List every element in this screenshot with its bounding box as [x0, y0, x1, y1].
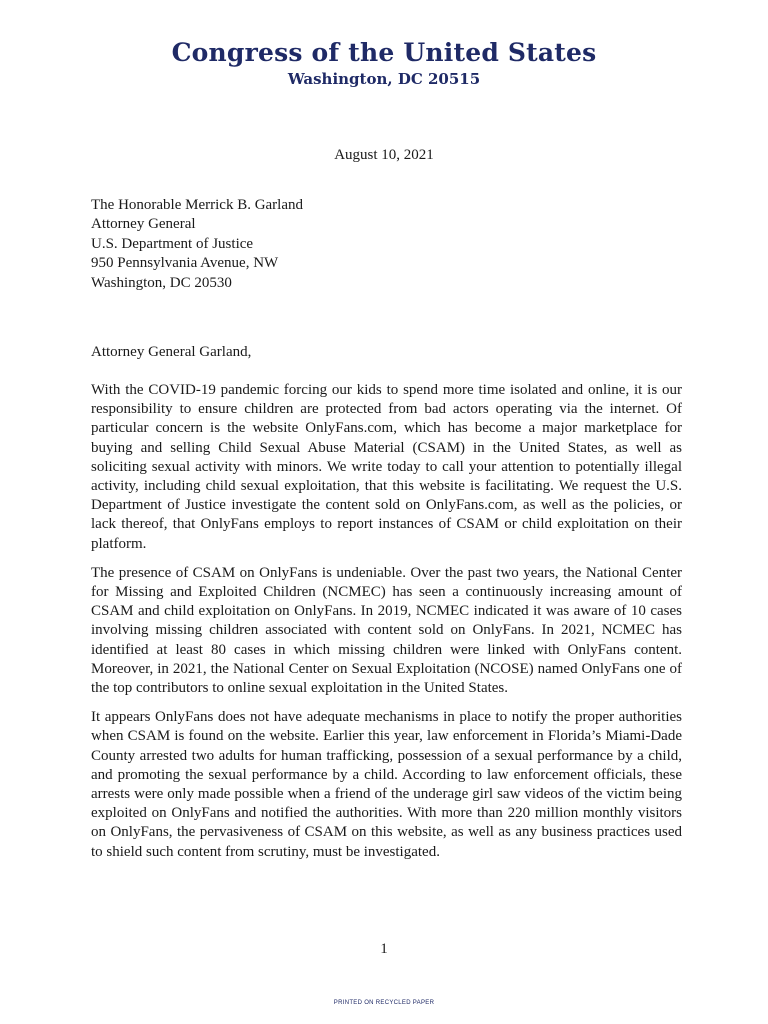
- recipient-name: The Honorable Merrick B. Garland: [91, 197, 304, 213]
- recipient-city: Washington, DC 20530: [91, 274, 232, 291]
- body-paragraph: The presence of CSAM on OnlyFans is undeniable. Over the past two years, the National Center for Missing and Exploited Children (NCMEC) has seen a continuously increasing amount of CSAM and child exploitation on OnlyFans. In 2019, NCMEC indicated it was aware of 10 cases involving missing children associated with content sold on OnlyFans. In 2021, NCMEC has identified at least 80 cases in which missing children were linked with OnlyFans content. Moreover, in 2021, the National Center on Sexual Exploitation (NCOSE) named OnlyFans one of the top contributors to online sexual exploitation in the United States.: [91, 564, 682, 697]
- page-number: 1: [380, 941, 388, 957]
- letter-date: August 10, 2021: [334, 147, 434, 163]
- recipient-address: [91, 196, 303, 293]
- recipient-title: Attorney General: [91, 216, 196, 233]
- letterhead: [0, 38, 768, 88]
- body-paragraph: With the COVID-19 pandemic forcing our kids to spend more time isolated and online, it is our responsibility to ensure children are protected from bad actors operating via the internet. Of particular concern is the website OnlyFans.com, which has become a major marketplace for buying and selling Child Sexual Abuse Material (CSAM) in the United States, as well as soliciting sexual activity with minors. We write today to call your attention to potentially illegal activity, including child sexual exploitation, that this website is facilitating. We request the U.S. Department of Justice investigate the content sold on OnlyFans.com, as well as the policies, or lack thereof, that OnlyFans employs to report instances of CSAM or child exploitation on their platform.: [91, 382, 682, 552]
- letterhead-title: Congress of the United States: [171, 38, 597, 67]
- letter-body: [91, 381, 682, 872]
- salutation: Attorney General Garland,: [91, 344, 252, 360]
- letterhead-subtitle: Washington, DC 20515: [287, 70, 481, 88]
- recipient-street: 950 Pennsylvania Avenue, NW: [91, 255, 279, 272]
- recipient-department: U.S. Department of Justice: [91, 235, 254, 252]
- body-paragraph: It appears OnlyFans does not have adequate mechanisms in place to notify the proper authorities when CSAM is found on the website. Earlier this year, law enforcement in Florida’s Miami-Dade County arrested two adults for human trafficking, possession of a sexual performance by a child, and promoting the sexual performance by a child. According to law enforcement officials, these arrests were only made possible when a friend of the underage girl saw videos of the victim being exploited on OnlyFans and notified the authorities. With more than 220 million monthly visitors on OnlyFans, the pervasiveness of CSAM on this website, as well as any business practices used to shield such content from scrutiny, must be investigated.: [91, 709, 682, 860]
- recycled-paper-footer: PRINTED ON RECYCLED PAPER: [333, 1000, 435, 1006]
